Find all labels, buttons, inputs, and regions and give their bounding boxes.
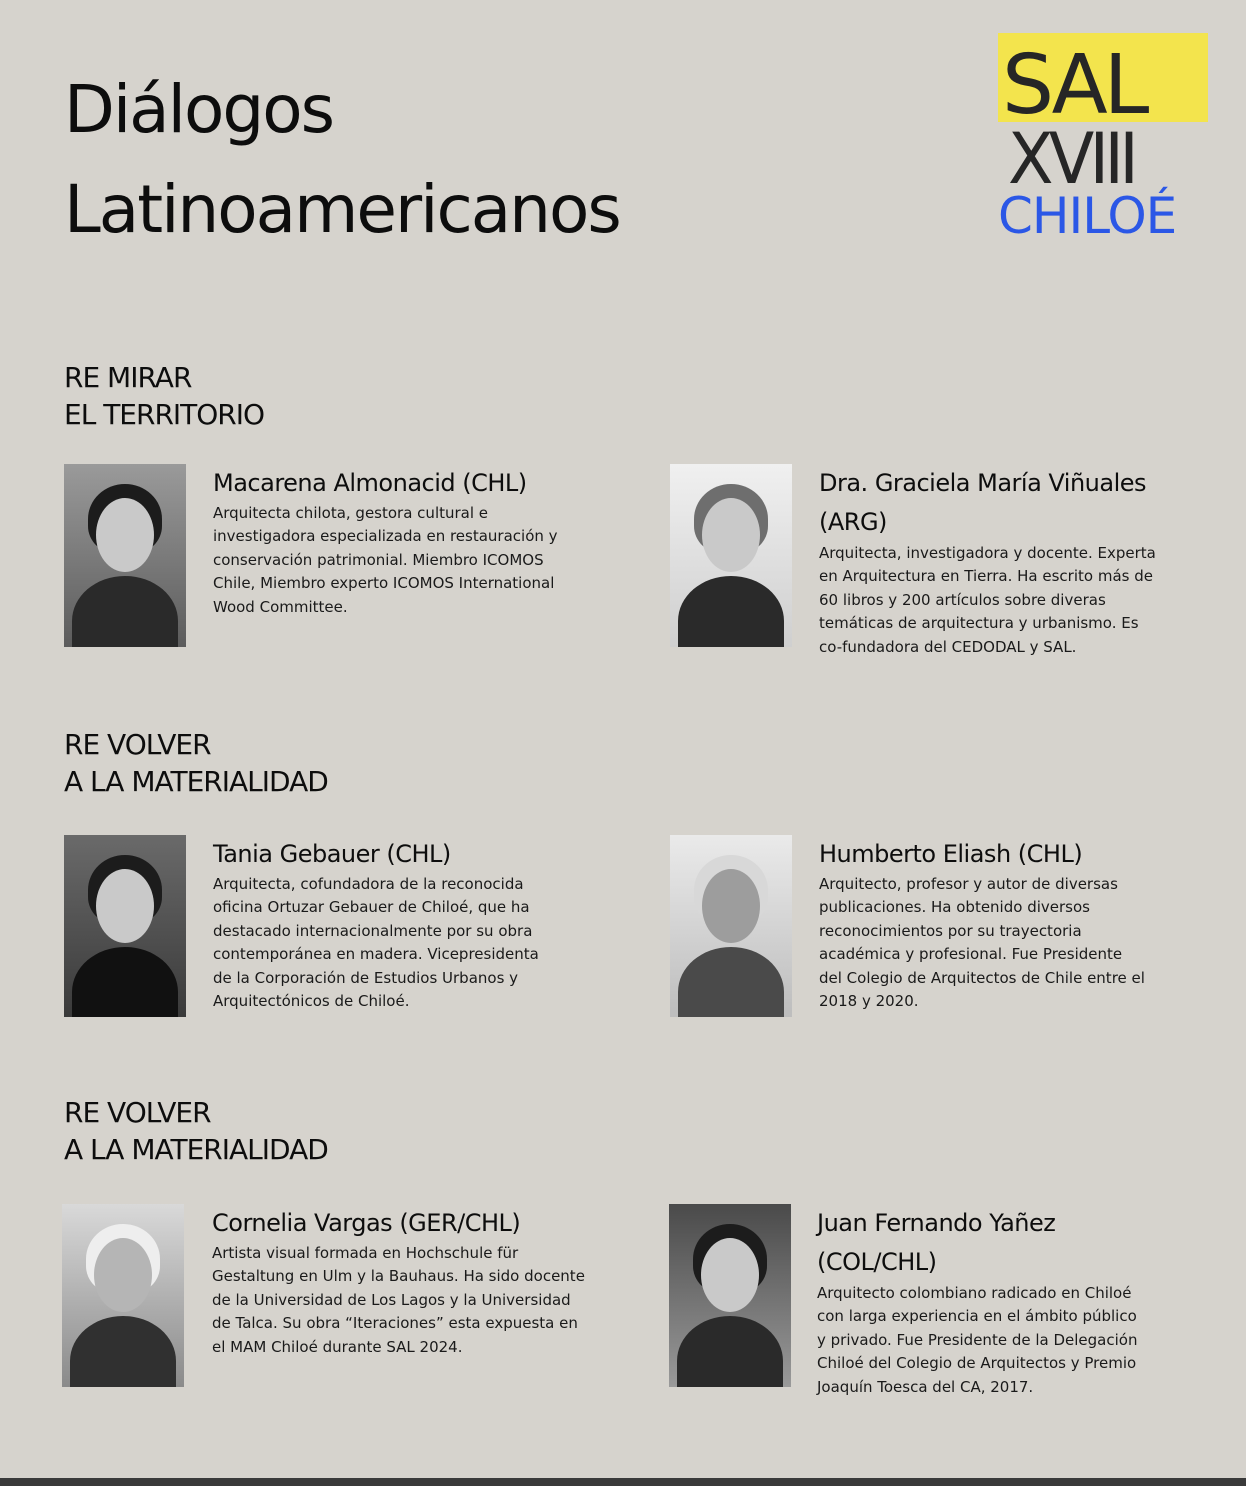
section-heading-line-2: EL TERRITORIO bbox=[64, 398, 265, 431]
speaker-card bbox=[670, 464, 1190, 664]
logo-edition-text: XVIII bbox=[1008, 118, 1135, 200]
photo-body bbox=[72, 576, 178, 647]
speaker-bio: Artista visual formada en Hochschule für Gestaltung en Ulm y la Bauhaus. Ha sido docente de la Universidad de Los Lagos y la Universidad de Talca. Su obra “Iteraciones” esta expuesta en el MAM Chiloé durante SAL 2024. bbox=[212, 1244, 585, 1356]
speaker-photo bbox=[669, 1204, 791, 1387]
logo-sal-text: SAL bbox=[1002, 38, 1146, 133]
photo-face bbox=[701, 1238, 759, 1312]
bottom-bar bbox=[0, 1478, 1246, 1486]
speaker-bio: Arquitecto, profesor y autor de diversas publicaciones. Ha obtenido diversos reconocimientos por su trayectoria académica y profesional. Fue Presidente del Colegio de Arquitectos de Chile entre el 2018 y 2020. bbox=[819, 875, 1145, 1011]
page-title-line-1: Diálogos bbox=[64, 71, 333, 148]
speaker-name: Humberto Eliash (CHL) bbox=[819, 840, 1083, 868]
section-heading bbox=[64, 726, 328, 800]
speaker-name: Dra. Graciela María Viñuales (ARG) bbox=[819, 469, 1147, 536]
speaker-photo bbox=[670, 835, 792, 1017]
speaker-photo bbox=[64, 464, 186, 647]
section-heading-line-2: A LA MATERIALIDAD bbox=[64, 1133, 328, 1166]
speaker-name: Macarena Almonacid (CHL) bbox=[213, 469, 527, 497]
speaker-card bbox=[670, 835, 1190, 1035]
section-heading-line-1: RE VOLVER bbox=[64, 1096, 211, 1129]
speaker-card bbox=[64, 464, 584, 664]
photo-face bbox=[94, 1238, 152, 1312]
speaker-bio: Arquitecto colombiano radicado en Chiloé con larga experiencia en el ámbito público y privado. Fue Presidente de la Delegación Chiloé del Colegio de Arquitectos y Premio Joaquín Toesca del CA, 2017. bbox=[817, 1284, 1138, 1396]
section-heading-line-2: A LA MATERIALIDAD bbox=[64, 765, 328, 798]
photo-body bbox=[678, 576, 784, 647]
page-title-line-2: Latinoamericanos bbox=[64, 171, 620, 248]
photo-body bbox=[70, 1316, 176, 1387]
speaker-card bbox=[669, 1204, 1189, 1404]
speaker-photo bbox=[670, 464, 792, 647]
photo-face bbox=[96, 498, 154, 572]
photo-body bbox=[72, 947, 178, 1017]
section-heading bbox=[64, 1094, 328, 1168]
speaker-bio: Arquitecta, cofundadora de la reconocida oficina Ortuzar Gebauer de Chiloé, que ha destacado internacionalmente por su obra contemporánea en madera. Vicepresidenta de la Corporación de Estudios Urbanos y Arquitectónicos de Chiloé. bbox=[213, 875, 539, 1011]
speaker-card bbox=[64, 835, 584, 1035]
photo-body bbox=[677, 1316, 783, 1387]
speaker-name: Juan Fernando Yañez (COL/CHL) bbox=[817, 1209, 1056, 1276]
photo-face bbox=[702, 498, 760, 572]
speaker-name: Cornelia Vargas (GER/CHL) bbox=[212, 1209, 521, 1237]
logo-chiloe-text: CHILOÉ bbox=[998, 187, 1177, 245]
section-heading-line-1: RE VOLVER bbox=[64, 728, 211, 761]
sal-chiloe-logo bbox=[998, 33, 1210, 245]
page-title bbox=[64, 60, 620, 260]
speaker-name: Tania Gebauer (CHL) bbox=[213, 840, 451, 868]
speaker-photo bbox=[62, 1204, 184, 1387]
speaker-bio: Arquitecta, investigadora y docente. Experta en Arquitectura en Tierra. Ha escrito más de 60 libros y 200 artículos sobre diveras temáticas de arquitectura y urbanismo. Es co-fundadora del CEDODAL y SAL. bbox=[819, 544, 1156, 656]
speaker-bio: Arquitecta chilota, gestora cultural e investigadora especializada en restauración y conservación patrimonial. Miembro ICOMOS Chile, Miembro experto ICOMOS International Wood Committee. bbox=[213, 504, 558, 616]
section-heading-line-1: RE MIRAR bbox=[64, 361, 192, 394]
section-heading bbox=[64, 359, 264, 433]
photo-body bbox=[678, 947, 784, 1017]
speaker-photo bbox=[64, 835, 186, 1017]
photo-face bbox=[702, 869, 760, 943]
photo-face bbox=[96, 869, 154, 943]
speaker-card bbox=[62, 1204, 592, 1404]
